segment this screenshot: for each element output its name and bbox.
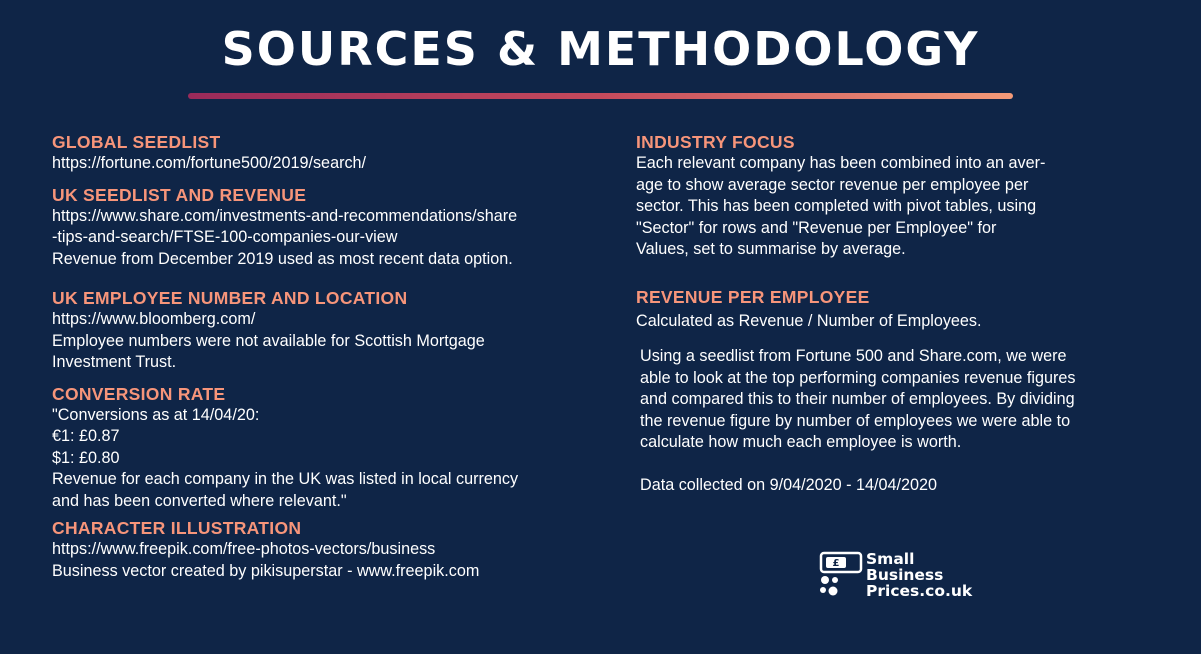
text-line: the revenue figure by number of employees we were able to <box>640 411 1071 430</box>
text-line: Each relevant company has been combined into an aver- <box>636 154 1046 172</box>
text-line: age to show average sector revenue per employee per <box>636 175 1029 194</box>
title-underline <box>188 93 1013 99</box>
text-line: Investment Trust. <box>52 353 177 371</box>
section-character-illustration <box>52 518 597 582</box>
section-revenue-per-employee <box>636 287 1156 333</box>
text-line: sector. This has been completed with pivot tables, using <box>636 197 1037 215</box>
text-line: Revenue for each company in the UK was listed in local currency <box>52 470 519 488</box>
text-line: $1: £0.80 <box>52 448 120 467</box>
section-heading: CONVERSION RATE <box>52 383 226 404</box>
text-line: Revenue from December 2019 used as most recent data option. <box>52 249 513 268</box>
text-line: "Sector" for rows and "Revenue per Employee" for <box>636 218 997 237</box>
brand-logo <box>816 550 996 602</box>
text-line: and compared this to their number of employees. By dividing <box>640 390 1075 408</box>
text-line: Using a seedlist from Fortune 500 and Share.com, we were <box>640 347 1067 365</box>
brand-line: Prices.co.uk <box>866 582 973 600</box>
text-line: Calculated as Revenue / Number of Employees. <box>636 311 982 330</box>
text-line: Employee numbers were not available for Scottish Mortgage <box>52 331 485 350</box>
text-line: and has been converted where relevant." <box>52 491 347 510</box>
section-uk-employee <box>52 288 597 374</box>
section-conversion-rate <box>52 384 597 513</box>
section-global-seedlist <box>52 132 597 175</box>
source-link: https://fortune.com/fortune500/2019/search/ <box>52 154 367 172</box>
text-line: Business vector created by pikisuperstar - www.freepik.com <box>52 561 480 580</box>
source-link: https://www.share.com/investments-and-recommendations/share <box>52 206 518 225</box>
section-uk-seedlist <box>52 185 597 271</box>
source-link: -tips-and-search/FTSE-100-companies-our-view <box>52 228 398 246</box>
brand-line: Small <box>866 550 915 568</box>
section-heading: REVENUE PER EMPLOYEE <box>636 286 870 307</box>
section-heading: UK SEEDLIST AND REVENUE <box>52 184 307 205</box>
right-column <box>636 132 1156 496</box>
pound-glyph: £ <box>832 558 840 569</box>
source-link: https://www.bloomberg.com/ <box>52 310 256 328</box>
section-heading: INDUSTRY FOCUS <box>636 132 795 152</box>
section-heading: CHARACTER ILLUSTRATION <box>52 518 302 538</box>
text-line: calculate how much each employee is worth. <box>640 433 962 451</box>
data-collected-date: Data collected on 9/04/2020 - 14/04/2020 <box>640 475 937 494</box>
text-line: €1: £0.87 <box>52 427 120 445</box>
section-industry-focus <box>636 132 1156 261</box>
source-link: https://www.freepik.com/free-photos-vectors/business <box>52 540 436 558</box>
text-line: able to look at the top performing companies revenue figures <box>640 368 1076 387</box>
brand-name <box>866 551 972 599</box>
brand-line: Business <box>866 566 944 584</box>
section-heading: GLOBAL SEEDLIST <box>52 132 221 152</box>
left-column <box>52 132 597 582</box>
section-heading: UK EMPLOYEE NUMBER AND LOCATION <box>52 288 408 308</box>
text-line: "Conversions as at 14/04/20: <box>52 405 260 424</box>
section-summary <box>640 346 1156 496</box>
page-title: SOURCES & METHODOLOGY <box>221 22 980 76</box>
pound-note-icon <box>816 550 866 600</box>
text-line: Values, set to summarise by average. <box>636 240 906 258</box>
